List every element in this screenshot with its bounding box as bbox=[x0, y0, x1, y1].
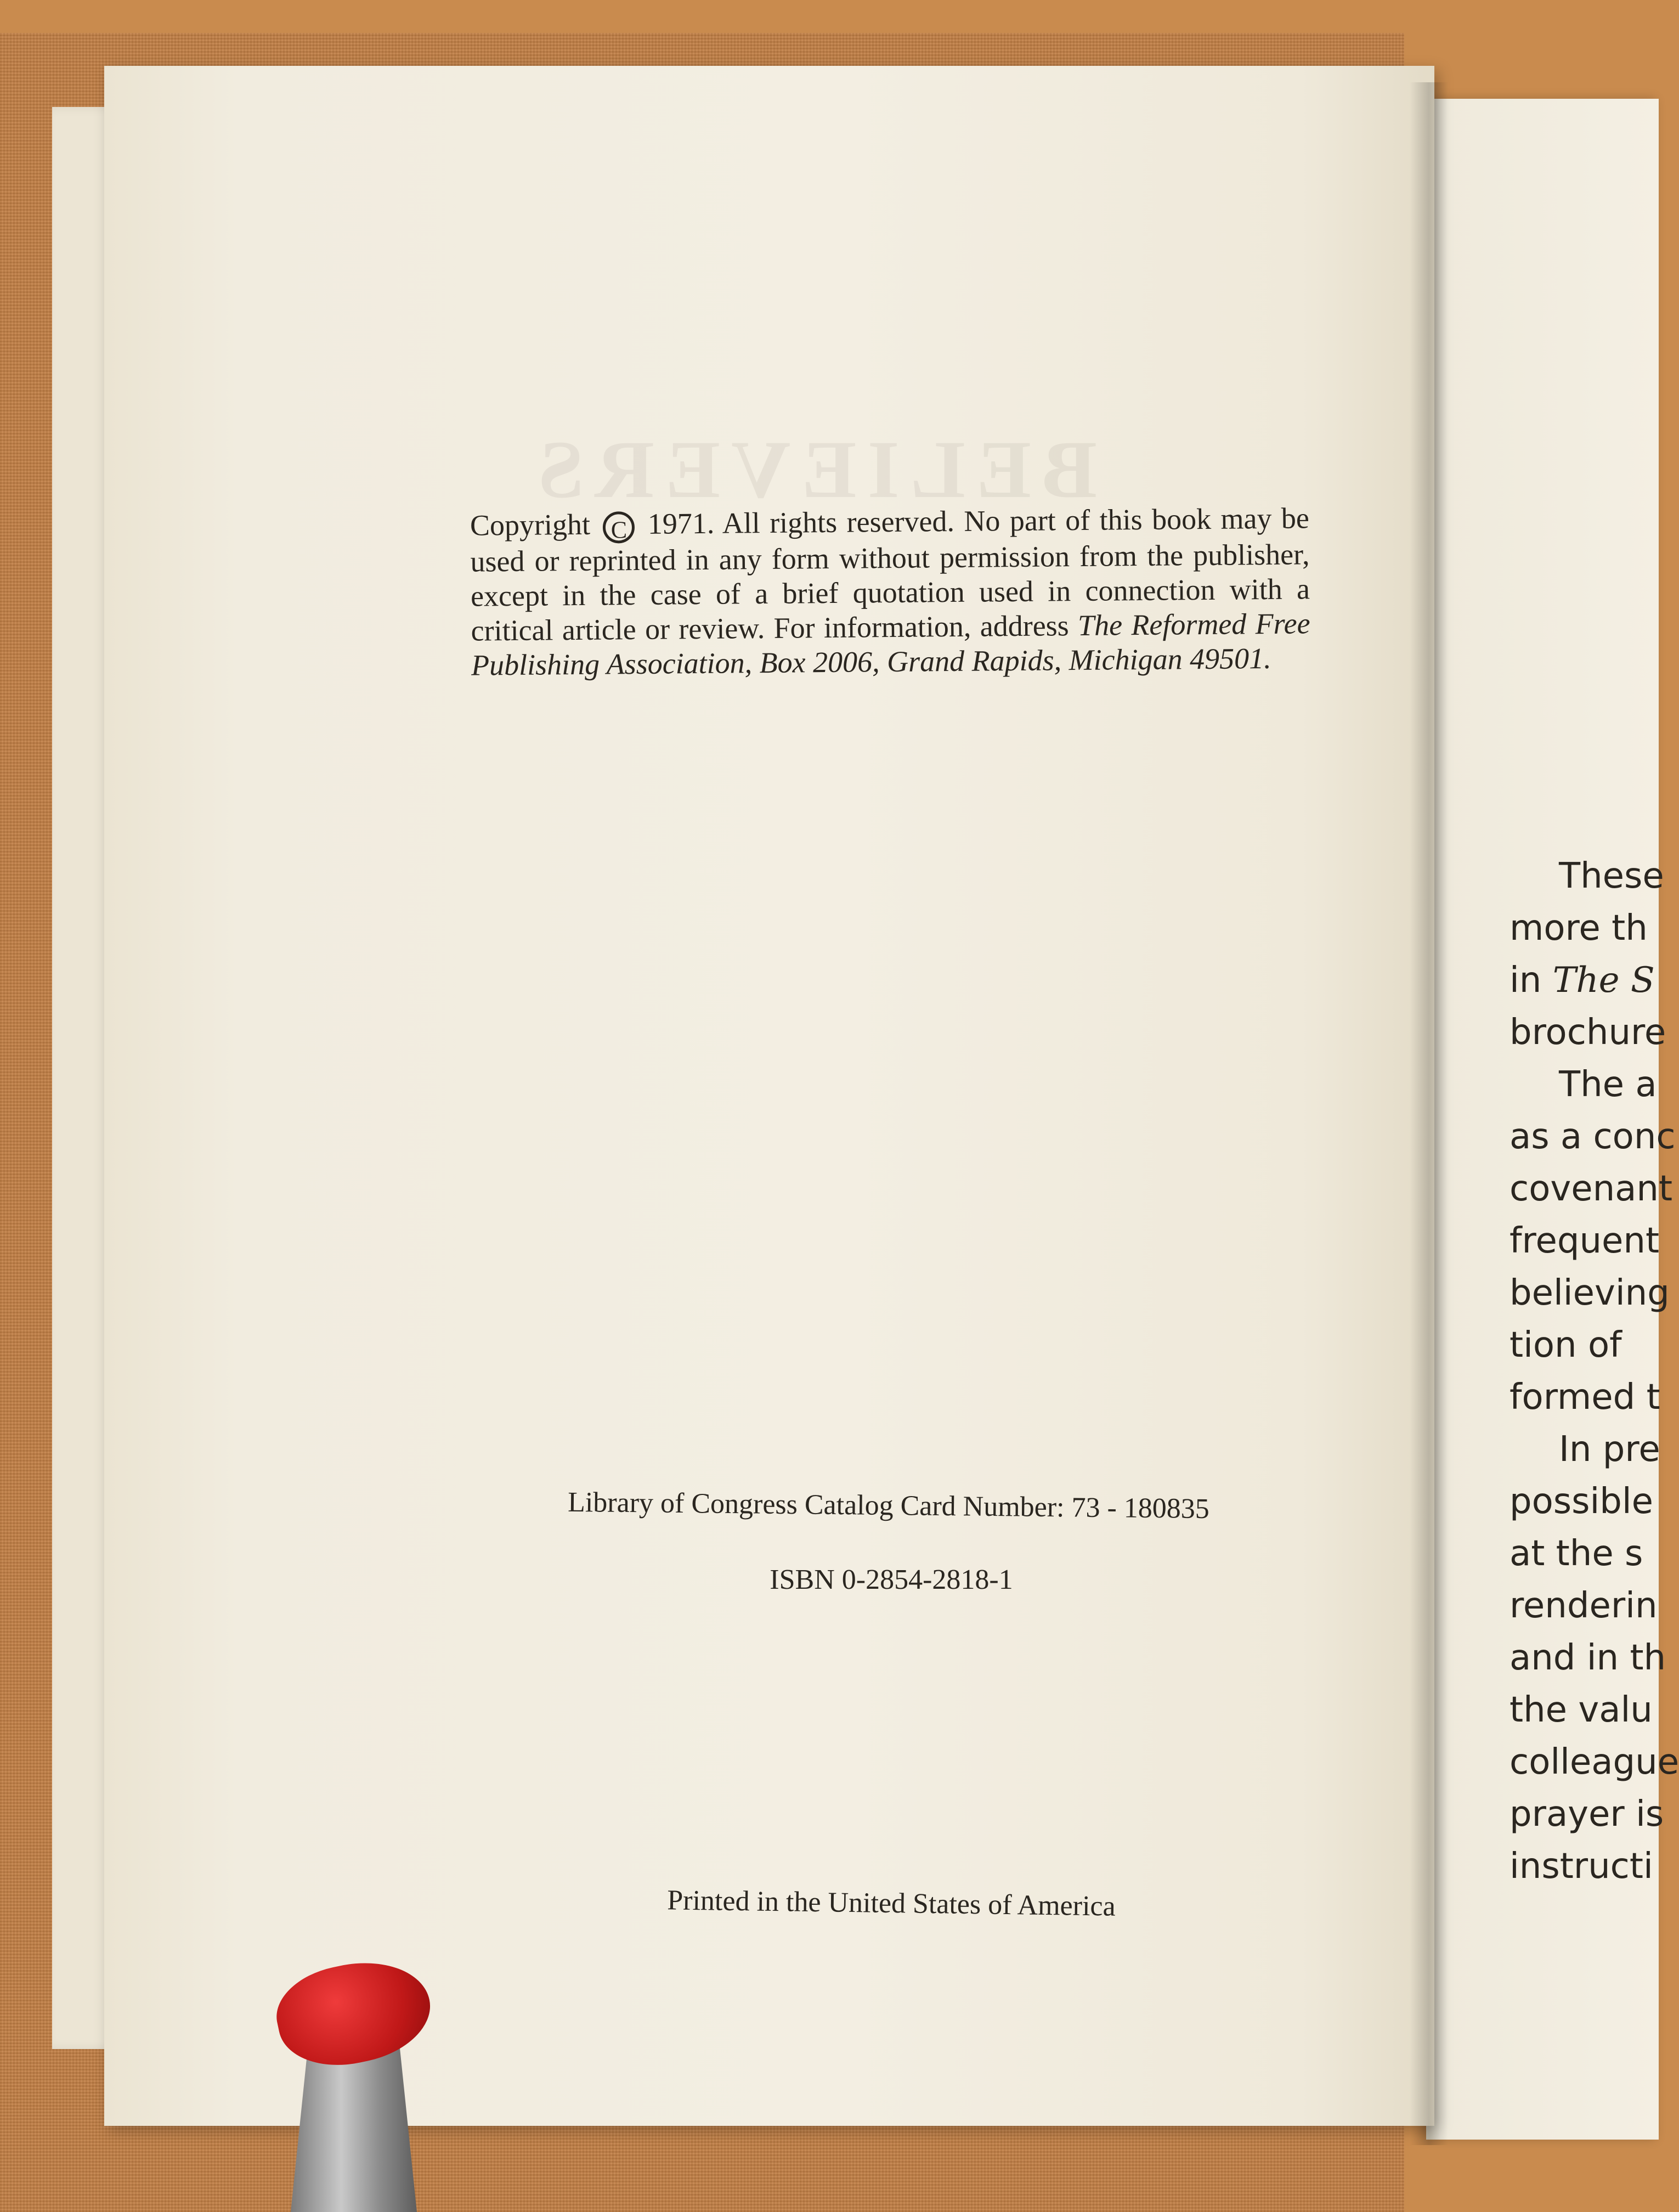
right-line bbox=[1510, 955, 1663, 1007]
right-line: prayer is bbox=[1510, 1794, 1664, 1835]
right-line: instructi bbox=[1510, 1846, 1653, 1887]
isbn: ISBN 0-2854-2818-1 bbox=[770, 1564, 1013, 1595]
gutter-shadow bbox=[1410, 82, 1448, 2145]
copyright-line2: may be used or reprinted in any form without permission from bbox=[470, 501, 1310, 578]
right-line: believing bbox=[1510, 1273, 1670, 1313]
publisher-city: Grand Rapids, Michigan 49501. bbox=[886, 641, 1271, 678]
right-line: tion of bbox=[1510, 1325, 1622, 1365]
right-line: colleague bbox=[1510, 1742, 1679, 1782]
right-line: more th bbox=[1510, 908, 1648, 949]
publisher-address: The Reformed Free Publishing Association, Box 2006, bbox=[471, 606, 1310, 682]
left-page bbox=[104, 66, 1434, 2126]
right-line: possible bbox=[1510, 1481, 1654, 1522]
copyright-line3: the publisher, except in the case of a brief quotation used in bbox=[470, 537, 1310, 613]
right-line: In pre bbox=[1559, 1429, 1660, 1470]
show-through-title: BELIEVERS bbox=[527, 424, 1097, 515]
copyright-symbol-icon: C bbox=[603, 511, 635, 544]
right-line-lead: in bbox=[1510, 960, 1542, 1001]
right-line: covenant bbox=[1510, 1169, 1673, 1209]
printed-in: Printed in the United States of America bbox=[666, 1884, 1116, 1922]
copyright-line5-lead: address bbox=[980, 608, 1069, 643]
right-line: as a conc bbox=[1510, 1116, 1676, 1157]
copyright-notice bbox=[470, 501, 1311, 682]
right-line: The a bbox=[1559, 1064, 1657, 1105]
right-page-text bbox=[1510, 850, 1679, 1893]
right-line: and in th bbox=[1510, 1638, 1666, 1678]
right-line: frequent bbox=[1510, 1221, 1660, 1261]
copyright-prefix: Copyright bbox=[470, 507, 591, 542]
copyright-line1: 1971. All rights reserved. No part of this book bbox=[647, 502, 1212, 540]
catalog-card-number: Library of Congress Catalog Card Number: 73 - 180835 bbox=[567, 1486, 1210, 1525]
copyright-line4: connection with a critical article or review. For information, bbox=[471, 572, 1310, 647]
right-line: renderin bbox=[1510, 1585, 1658, 1626]
right-line: These bbox=[1559, 856, 1664, 896]
right-line: brochure bbox=[1510, 1012, 1666, 1053]
right-line: the valu bbox=[1510, 1690, 1653, 1730]
right-line: at the s bbox=[1510, 1533, 1643, 1574]
right-line: formed t bbox=[1510, 1377, 1660, 1418]
right-line-italic: The S bbox=[1552, 960, 1655, 1001]
